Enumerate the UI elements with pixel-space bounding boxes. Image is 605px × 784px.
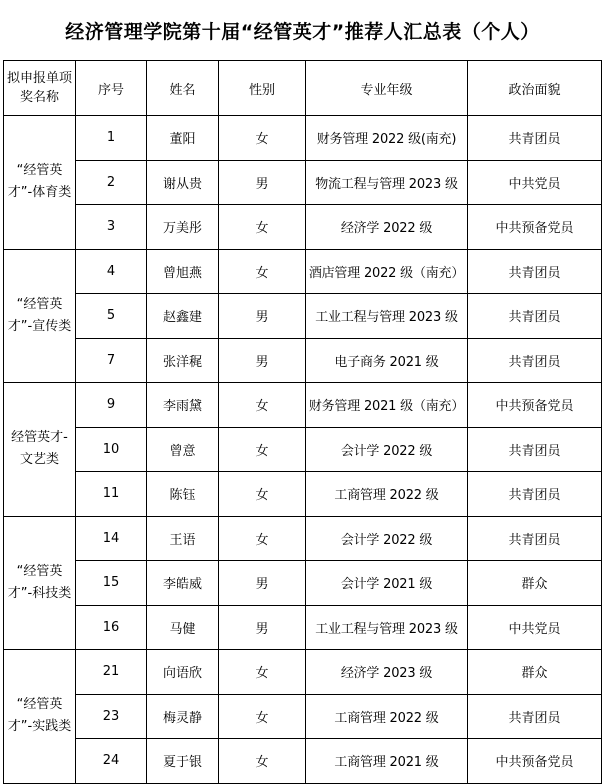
cell-gender: 女 <box>219 205 306 250</box>
cell-no: 9 <box>76 383 147 428</box>
cell-major: 财务管理 2022 级(南充) <box>306 116 468 161</box>
cell-political: 中共预备党员 <box>468 205 602 250</box>
cell-no: 11 <box>76 472 147 517</box>
cell-gender: 女 <box>219 249 306 294</box>
cell-political: 群众 <box>468 561 602 606</box>
award-category: “经管英才”-体育类 <box>4 116 76 250</box>
cell-name: 曾旭燕 <box>147 249 219 294</box>
table-row <box>4 694 602 739</box>
cell-name: 梅灵静 <box>147 694 219 739</box>
award-category: 经管英才-文艺类 <box>4 383 76 517</box>
cell-major: 工商管理 2021 级 <box>306 739 468 784</box>
cell-gender: 男 <box>219 294 306 339</box>
cell-political: 群众 <box>468 650 602 695</box>
cell-major: 工商管理 2022 级 <box>306 472 468 517</box>
cell-no: 10 <box>76 427 147 472</box>
cell-gender: 男 <box>219 160 306 205</box>
page-title: 经济管理学院第十届“经管英才”推荐人汇总表（个人） <box>65 20 540 43</box>
cell-political: 中共预备党员 <box>468 739 602 784</box>
table-row <box>4 160 602 205</box>
cell-political: 共青团员 <box>468 472 602 517</box>
table-header-row <box>4 61 602 116</box>
cell-political: 共青团员 <box>468 294 602 339</box>
header-gender: 性别 <box>219 61 306 116</box>
cell-major: 会计学 2022 级 <box>306 516 468 561</box>
cell-no: 16 <box>76 605 147 650</box>
cell-name: 万美彤 <box>147 205 219 250</box>
header-major: 专业年级 <box>306 61 468 116</box>
table-row <box>4 605 602 650</box>
table-row <box>4 516 602 561</box>
cell-name: 向语欣 <box>147 650 219 695</box>
cell-major: 会计学 2022 级 <box>306 427 468 472</box>
cell-gender: 男 <box>219 338 306 383</box>
table-row <box>4 561 602 606</box>
cell-gender: 女 <box>219 116 306 161</box>
cell-no: 23 <box>76 694 147 739</box>
recommendation-table <box>3 60 602 784</box>
cell-gender: 女 <box>219 650 306 695</box>
cell-political: 中共党员 <box>468 605 602 650</box>
cell-major: 酒店管理 2022 级（南充） <box>306 249 468 294</box>
table-row <box>4 116 602 161</box>
cell-name: 曾意 <box>147 427 219 472</box>
header-no: 序号 <box>76 61 147 116</box>
header-name: 姓名 <box>147 61 219 116</box>
table-row <box>4 650 602 695</box>
cell-no: 7 <box>76 338 147 383</box>
cell-gender: 女 <box>219 516 306 561</box>
cell-major: 工商管理 2022 级 <box>306 694 468 739</box>
cell-major: 物流工程与管理 2023 级 <box>306 160 468 205</box>
cell-major: 工业工程与管理 2023 级 <box>306 605 468 650</box>
cell-name: 陈钰 <box>147 472 219 517</box>
cell-political: 共青团员 <box>468 694 602 739</box>
cell-no: 21 <box>76 650 147 695</box>
cell-no: 4 <box>76 249 147 294</box>
cell-major: 经济学 2023 级 <box>306 650 468 695</box>
cell-name: 谢从贵 <box>147 160 219 205</box>
cell-name: 张洋䅏 <box>147 338 219 383</box>
cell-no: 3 <box>76 205 147 250</box>
cell-gender: 女 <box>219 694 306 739</box>
cell-name: 夏于银 <box>147 739 219 784</box>
cell-political: 共青团员 <box>468 338 602 383</box>
cell-name: 董阳 <box>147 116 219 161</box>
cell-gender: 女 <box>219 739 306 784</box>
cell-no: 24 <box>76 739 147 784</box>
table-body <box>4 116 602 784</box>
cell-name: 王语 <box>147 516 219 561</box>
table-row <box>4 249 602 294</box>
cell-name: 赵鑫建 <box>147 294 219 339</box>
cell-political: 共青团员 <box>468 427 602 472</box>
cell-no: 2 <box>76 160 147 205</box>
table-row <box>4 383 602 428</box>
cell-gender: 女 <box>219 427 306 472</box>
cell-no: 1 <box>76 116 147 161</box>
header-political: 政治面貌 <box>468 61 602 116</box>
cell-name: 李雨黛 <box>147 383 219 428</box>
cell-gender: 男 <box>219 561 306 606</box>
cell-major: 工业工程与管理 2023 级 <box>306 294 468 339</box>
cell-political: 中共预备党员 <box>468 383 602 428</box>
cell-political: 共青团员 <box>468 516 602 561</box>
table-row <box>4 205 602 250</box>
award-category: “经管英才”-科技类 <box>4 516 76 650</box>
table-row <box>4 427 602 472</box>
table-row <box>4 338 602 383</box>
cell-major: 电子商务 2021 级 <box>306 338 468 383</box>
table-row <box>4 294 602 339</box>
cell-major: 会计学 2021 级 <box>306 561 468 606</box>
cell-no: 5 <box>76 294 147 339</box>
cell-political: 共青团员 <box>468 249 602 294</box>
cell-gender: 女 <box>219 383 306 428</box>
cell-name: 马健 <box>147 605 219 650</box>
table-row <box>4 739 602 784</box>
header-award: 拟申报单项奖名称 <box>4 61 76 116</box>
cell-no: 14 <box>76 516 147 561</box>
award-category: “经管英才”-实践类 <box>4 650 76 784</box>
cell-name: 李皓威 <box>147 561 219 606</box>
cell-major: 经济学 2022 级 <box>306 205 468 250</box>
cell-gender: 男 <box>219 605 306 650</box>
cell-political: 中共党员 <box>468 160 602 205</box>
cell-major: 财务管理 2021 级（南充） <box>306 383 468 428</box>
table-row <box>4 472 602 517</box>
award-category: “经管英才”-宣传类 <box>4 249 76 383</box>
cell-gender: 女 <box>219 472 306 517</box>
cell-political: 共青团员 <box>468 116 602 161</box>
cell-no: 15 <box>76 561 147 606</box>
